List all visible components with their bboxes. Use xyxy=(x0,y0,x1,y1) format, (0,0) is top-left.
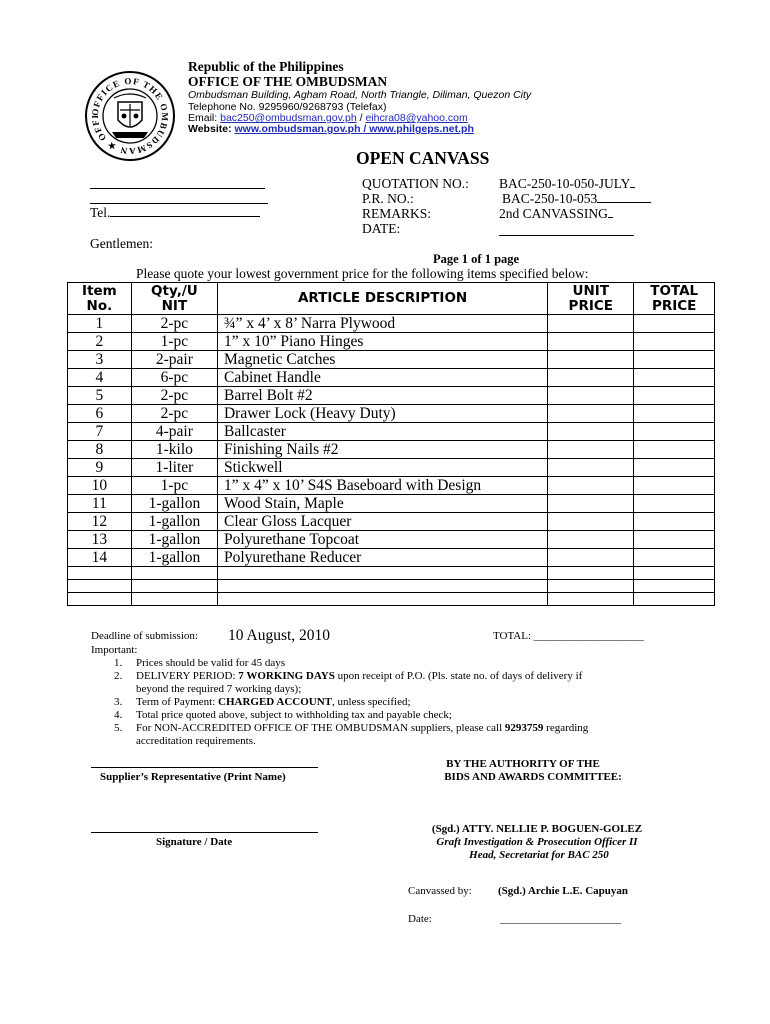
email-link-yahoo[interactable]: eihcra08@yahoo.com xyxy=(365,112,468,124)
website-label: Website: xyxy=(188,123,232,135)
qty-unit-cell: 6-pc xyxy=(131,369,217,387)
email-link-bac[interactable]: bac250@ombudsman.gov.ph xyxy=(220,112,357,124)
total-field: TOTAL: ____________________ xyxy=(493,630,644,642)
item-no-cell: 1 xyxy=(68,315,132,333)
document-title: OPEN CANVASS xyxy=(356,148,490,168)
items-table xyxy=(67,282,715,606)
pr-no-label: P.R. NO.: xyxy=(362,191,414,206)
blank-cell xyxy=(548,567,634,580)
qty-unit-cell: 1-liter xyxy=(131,459,217,477)
office-website xyxy=(188,123,474,135)
total-price-cell[interactable] xyxy=(634,495,715,513)
qty-unit-cell: 4-pair xyxy=(131,423,217,441)
header-total-price: TOTAL PRICE xyxy=(634,283,715,315)
unit-price-cell[interactable] xyxy=(548,477,634,495)
email-label: Email: xyxy=(188,112,218,124)
article-description-cell: ¾” x 4’ x 8’ Narra Plywood xyxy=(217,315,547,333)
item-no-cell: 5 xyxy=(68,387,132,405)
unit-price-cell[interactable] xyxy=(548,423,634,441)
table-row xyxy=(68,405,715,423)
important-num-5: 5. xyxy=(114,722,123,734)
unit-price-cell[interactable] xyxy=(548,495,634,513)
total-price-cell[interactable] xyxy=(634,405,715,423)
blank-cell xyxy=(68,567,132,580)
table-row xyxy=(68,477,715,495)
blank-table-row xyxy=(68,567,715,580)
item-no-cell: 14 xyxy=(68,549,132,567)
unit-price-cell[interactable] xyxy=(548,387,634,405)
table-row xyxy=(68,333,715,351)
office-telephone: Telephone No. 9295960/9268793 (Telefax) xyxy=(188,101,387,113)
bac-signer-title-2: Head, Secretariat for BAC 250 xyxy=(469,849,609,861)
unit-price-cell[interactable] xyxy=(548,405,634,423)
email-separator: / xyxy=(359,112,363,124)
item-no-cell: 8 xyxy=(68,441,132,459)
article-description-cell: Drawer Lock (Heavy Duty) xyxy=(217,405,547,423)
unit-price-cell[interactable] xyxy=(548,369,634,387)
table-row xyxy=(68,441,715,459)
bac-signer-title-1: Graft Investigation & Prosecution Officer II xyxy=(436,836,638,848)
unit-price-cell[interactable] xyxy=(548,315,634,333)
quotation-no-value: BAC-250-10-050-JULY xyxy=(499,176,635,192)
important-num-3: 3. xyxy=(114,696,123,708)
total-price-cell[interactable] xyxy=(634,351,715,369)
supplier-rep-label: Supplier’s Representative (Print Name) xyxy=(100,771,286,783)
total-price-cell[interactable] xyxy=(634,315,715,333)
table-row xyxy=(68,387,715,405)
article-description-cell: Barrel Bolt #2 xyxy=(217,387,547,405)
authority-line-1: BY THE AUTHORITY OF THE xyxy=(446,758,600,770)
important-item-2: DELIVERY PERIOD: 7 WORKING DAYS upon receipt of P.O. (Pls. state no. of days of delivery if xyxy=(136,670,583,682)
item-no-cell: 12 xyxy=(68,513,132,531)
total-price-cell[interactable] xyxy=(634,387,715,405)
signature-date-label: Signature / Date xyxy=(156,836,233,848)
item-no-cell: 6 xyxy=(68,405,132,423)
bac-signer-name: (Sgd.) ATTY. NELLIE P. BOGUEN-GOLEZ xyxy=(431,823,643,835)
important-item-5: For NON-ACCREDITED OFFICE OF THE OMBUDSMAN suppliers, please call 9293759 regarding xyxy=(136,722,589,734)
article-description-cell: Cabinet Handle xyxy=(217,369,547,387)
total-price-cell[interactable] xyxy=(634,549,715,567)
qty-unit-cell: 1-gallon xyxy=(131,531,217,549)
important-num-4: 4. xyxy=(114,709,123,721)
table-row xyxy=(68,495,715,513)
blank-cell xyxy=(217,580,547,593)
important-num-2: 2. xyxy=(114,670,123,682)
unit-price-cell[interactable] xyxy=(548,333,634,351)
table-row xyxy=(68,513,715,531)
item-no-cell: 2 xyxy=(68,333,132,351)
qty-unit-cell: 2-pc xyxy=(131,387,217,405)
article-description-cell: Ballcaster xyxy=(217,423,547,441)
authority-line-2: BIDS AND AWARDS COMMITTEE: xyxy=(444,771,622,783)
pr-no-value: BAC-250-10-053 xyxy=(502,191,651,207)
blank-cell xyxy=(548,580,634,593)
article-description-cell: Magnetic Catches xyxy=(217,351,547,369)
important-item-4: Total price quoted above, subject to withholding tax and payable check; xyxy=(136,709,452,721)
total-price-cell[interactable] xyxy=(634,477,715,495)
deadline-value: 10 August, 2010 xyxy=(228,627,331,644)
item-no-cell: 3 xyxy=(68,351,132,369)
recipient-address-line xyxy=(90,203,268,204)
qty-unit-cell: 1-gallon xyxy=(131,549,217,567)
qty-unit-cell: 1-gallon xyxy=(131,513,217,531)
blank-table-row xyxy=(68,593,715,606)
important-item-1: Prices should be valid for 45 days xyxy=(136,657,286,669)
recipient-tel xyxy=(90,205,260,221)
important-item-5-cont: accreditation requirements. xyxy=(136,735,256,747)
deadline-label: Deadline of submission: xyxy=(91,630,198,642)
canvassed-date-line: ______________________ xyxy=(500,913,621,925)
instruction-text: Please quote your lowest government price for the following items specified below: xyxy=(136,266,589,281)
qty-unit-cell: 1-gallon xyxy=(131,495,217,513)
important-num-1: 1. xyxy=(114,657,123,669)
blank-cell xyxy=(131,580,217,593)
total-price-cell[interactable] xyxy=(634,333,715,351)
blank-cell xyxy=(68,580,132,593)
item-no-cell: 13 xyxy=(68,531,132,549)
total-price-cell[interactable] xyxy=(634,423,715,441)
header-article-description: ARTICLE DESCRIPTION xyxy=(217,283,547,315)
article-description-cell: Polyurethane Reducer xyxy=(217,549,547,567)
header-unit-price: UNIT PRICE xyxy=(548,283,634,315)
item-no-cell: 4 xyxy=(68,369,132,387)
total-price-cell[interactable] xyxy=(634,441,715,459)
svg-text:OFFICE OF THE OMBUDSMAN ★ OFFI: OFFICE OF THE OMBUDSMAN ★ OFFI xyxy=(89,75,171,157)
unit-price-cell[interactable] xyxy=(548,459,634,477)
item-no-cell: 7 xyxy=(68,423,132,441)
item-no-cell: 10 xyxy=(68,477,132,495)
canvassed-by-label: Canvassed by: xyxy=(408,885,472,897)
remarks-label: REMARKS: xyxy=(362,206,432,221)
qty-unit-cell: 1-pc xyxy=(131,333,217,351)
blank-cell xyxy=(68,593,132,606)
important-item-2-cont: beyond the required 7 working days); xyxy=(136,683,302,695)
table-row xyxy=(68,423,715,441)
header-item-no: Item No. xyxy=(68,283,132,315)
qty-unit-cell: 2-pc xyxy=(131,315,217,333)
table-row xyxy=(68,315,715,333)
unit-price-cell[interactable] xyxy=(548,513,634,531)
blank-cell xyxy=(548,593,634,606)
republic-heading: Republic of the Philippines xyxy=(188,59,344,74)
tel-label: Tel. xyxy=(90,205,111,220)
item-no-cell: 9 xyxy=(68,459,132,477)
important-label: Important: xyxy=(91,644,138,656)
qty-unit-cell: 2-pc xyxy=(131,405,217,423)
page-info: Page 1 of 1 page xyxy=(433,252,520,266)
blank-cell xyxy=(634,580,715,593)
blank-table-row xyxy=(68,580,715,593)
office-heading: OFFICE OF THE OMBUDSMAN xyxy=(188,74,388,89)
article-description-cell: Clear Gloss Lacquer xyxy=(217,513,547,531)
blank-cell xyxy=(634,593,715,606)
header-qty-unit: Qty,/U NIT xyxy=(131,283,217,315)
total-price-cell[interactable] xyxy=(634,369,715,387)
website-link[interactable]: www.ombudsman.gov.ph / www.philgeps.net.ph xyxy=(234,123,474,135)
office-address: Ombudsman Building, Agham Road, North Triangle, Diliman, Quezon City xyxy=(188,89,532,101)
ombudsman-seal-logo xyxy=(84,70,176,162)
blank-cell xyxy=(131,593,217,606)
canvassed-by-value: (Sgd.) Archie L.E. Capuyan xyxy=(498,885,628,897)
date-label: DATE: xyxy=(362,221,401,236)
total-price-cell[interactable] xyxy=(634,459,715,477)
qty-unit-cell: 1-pc xyxy=(131,477,217,495)
article-description-cell: Finishing Nails #2 xyxy=(217,441,547,459)
blank-cell xyxy=(131,567,217,580)
total-price-cell[interactable] xyxy=(634,513,715,531)
article-description-cell: Polyurethane Topcoat xyxy=(217,531,547,549)
table-row xyxy=(68,459,715,477)
article-description-cell: 1” x 10” Piano Hinges xyxy=(217,333,547,351)
date-line xyxy=(499,235,634,236)
unit-price-cell[interactable] xyxy=(548,441,634,459)
article-description-cell: Stickwell xyxy=(217,459,547,477)
qty-unit-cell: 2-pair xyxy=(131,351,217,369)
total-price-cell[interactable] xyxy=(634,531,715,549)
table-row xyxy=(68,369,715,387)
qty-unit-cell: 1-kilo xyxy=(131,441,217,459)
blank-cell xyxy=(217,593,547,606)
important-item-3: Term of Payment: CHARGED ACCOUNT, unless specified; xyxy=(136,696,411,708)
unit-price-cell[interactable] xyxy=(548,531,634,549)
article-description-cell: 1” x 4” x 10’ S4S Baseboard with Design xyxy=(217,477,547,495)
table-row xyxy=(68,549,715,567)
table-row xyxy=(68,351,715,369)
table-header-row xyxy=(68,283,715,315)
greeting: Gentlemen: xyxy=(90,236,153,251)
recipient-name-line xyxy=(90,188,265,189)
table-row xyxy=(68,531,715,549)
unit-price-cell[interactable] xyxy=(548,351,634,369)
blank-cell xyxy=(217,567,547,580)
blank-cell xyxy=(634,567,715,580)
item-no-cell: 11 xyxy=(68,495,132,513)
article-description-cell: Wood Stain, Maple xyxy=(217,495,547,513)
remarks-value: 2nd CANVASSING xyxy=(499,206,613,222)
tel-line xyxy=(110,216,260,217)
quotation-no-label: QUOTATION NO.: xyxy=(362,176,469,191)
unit-price-cell[interactable] xyxy=(548,549,634,567)
canvassed-date-label: Date: xyxy=(408,913,432,925)
